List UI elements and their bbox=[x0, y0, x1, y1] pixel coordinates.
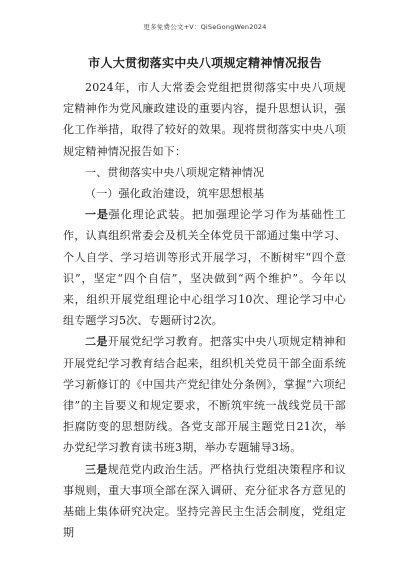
paragraph-3-lead: 三是 bbox=[85, 462, 108, 476]
paragraph-2-text: 开展党纪学习教育。把落实中央八项规定精神和开展党纪学习教育结合起来，组织机关党员干部全面系统学习新修订的《中国共产党纪律处分条例》，掌握“六项纪律”的主旨要义和规定要求，不断筑牢统一战线党员干部拒腐防变的思想防线。各党支部开展主题党日21次，举办党纪学习教育读书班3期，举办专题辅导3场。 bbox=[63, 335, 346, 455]
header-watermark: 更多免费公文+V：QiSeGongWen2024 bbox=[143, 23, 267, 31]
subsection-heading: （一）强化政治建设，筑牢思想根基 bbox=[85, 187, 265, 201]
paragraph-1-lead: 一是 bbox=[85, 208, 109, 222]
paragraph-2-lead: 二是 bbox=[85, 335, 108, 349]
paragraph-1-text: 强化理论武装。把加强理论学习作为基础性工作，认真组织常委会及机关全体党员干部通过集中学习、个人自学、学习培训等形式开展学习，不断树牢“四个意识”，坚定“四个自信”，坚决做到“两个维护”。今年以来，组织开展党组理论中心组学习10次、理论学习中心组专题学习5次、专题研讨2次。 bbox=[63, 208, 346, 328]
intro-paragraph: 2024年，市人大常委会党组把贯彻落实中央八项规定精神作为党风廉政建设的重要内容，提升思想认识，强化工作举措，取得了较好的效果。现将贯彻落实中央八项规定精神情况报告如下： bbox=[63, 81, 346, 158]
paragraph-3 bbox=[63, 459, 346, 544]
document-body bbox=[63, 77, 346, 543]
paragraph-1 bbox=[63, 204, 346, 331]
paragraph-3-text: 规范党内政治生活。严格执行党组决策程序和议事规则，重大事项全部在深入调研、充分征求各方意见的基础上集体研究决定。坚持完善民主生活会制度，党组定期 bbox=[63, 462, 346, 540]
section-heading: 一、贯彻落实中央八项规定精神情况 bbox=[85, 165, 265, 179]
paragraph-2 bbox=[63, 331, 346, 458]
document-title: 市人大贯彻落实中央八项规定精神情况报告 bbox=[88, 56, 322, 70]
